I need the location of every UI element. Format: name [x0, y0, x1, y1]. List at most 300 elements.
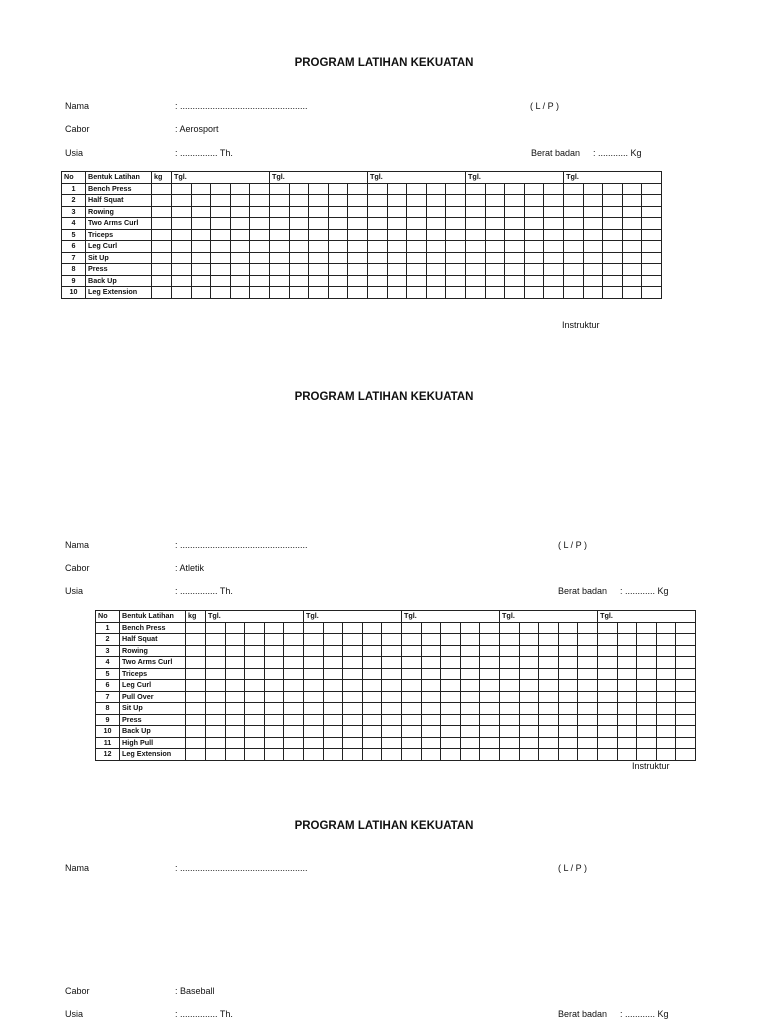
entry-cell[interactable] [642, 229, 662, 241]
kg-cell[interactable] [186, 680, 206, 692]
entry-cell[interactable] [387, 218, 407, 230]
entry-cell[interactable] [480, 749, 500, 761]
form3-nama-value[interactable]: : ................................................... [175, 863, 308, 873]
entry-cell[interactable] [309, 264, 329, 276]
entry-cell[interactable] [637, 703, 657, 715]
entry-cell[interactable] [211, 287, 231, 299]
entry-cell[interactable] [304, 691, 324, 703]
entry-cell[interactable] [637, 749, 657, 761]
entry-cell[interactable] [505, 275, 525, 287]
entry-cell[interactable] [191, 229, 211, 241]
entry-cell[interactable] [558, 645, 578, 657]
entry-cell[interactable] [284, 680, 304, 692]
entry-cell[interactable] [225, 622, 245, 634]
entry-cell[interactable] [362, 668, 382, 680]
entry-cell[interactable] [441, 737, 461, 749]
entry-cell[interactable] [460, 634, 480, 646]
entry-cell[interactable] [524, 195, 544, 207]
entry-cell[interactable] [245, 634, 265, 646]
entry-cell[interactable] [245, 622, 265, 634]
entry-cell[interactable] [603, 195, 623, 207]
entry-cell[interactable] [362, 680, 382, 692]
entry-cell[interactable] [250, 229, 270, 241]
entry-cell[interactable] [460, 691, 480, 703]
entry-cell[interactable] [505, 264, 525, 276]
entry-cell[interactable] [328, 241, 348, 253]
entry-cell[interactable] [382, 645, 402, 657]
entry-cell[interactable] [309, 195, 329, 207]
entry-cell[interactable] [328, 275, 348, 287]
entry-cell[interactable] [426, 229, 446, 241]
entry-cell[interactable] [598, 714, 618, 726]
entry-cell[interactable] [284, 622, 304, 634]
entry-cell[interactable] [426, 206, 446, 218]
entry-cell[interactable] [289, 287, 309, 299]
entry-cell[interactable] [250, 287, 270, 299]
entry-cell[interactable] [642, 195, 662, 207]
entry-cell[interactable] [225, 749, 245, 761]
entry-cell[interactable] [245, 680, 265, 692]
entry-cell[interactable] [564, 229, 584, 241]
kg-cell[interactable] [152, 206, 172, 218]
entry-cell[interactable] [642, 183, 662, 195]
entry-cell[interactable] [500, 680, 520, 692]
form1-gender[interactable]: ( L / P ) [530, 101, 560, 111]
entry-cell[interactable] [245, 691, 265, 703]
entry-cell[interactable] [245, 737, 265, 749]
entry-cell[interactable] [323, 622, 343, 634]
entry-cell[interactable] [539, 645, 559, 657]
entry-cell[interactable] [387, 264, 407, 276]
entry-cell[interactable] [264, 714, 284, 726]
entry-cell[interactable] [230, 218, 250, 230]
entry-cell[interactable] [304, 634, 324, 646]
kg-cell[interactable] [186, 622, 206, 634]
entry-cell[interactable] [485, 206, 505, 218]
entry-cell[interactable] [519, 645, 539, 657]
entry-cell[interactable] [362, 726, 382, 738]
entry-cell[interactable] [622, 287, 642, 299]
entry-cell[interactable] [343, 622, 363, 634]
entry-cell[interactable] [564, 287, 584, 299]
entry-cell[interactable] [441, 749, 461, 761]
entry-cell[interactable] [289, 229, 309, 241]
entry-cell[interactable] [485, 218, 505, 230]
entry-cell[interactable] [368, 183, 388, 195]
entry-cell[interactable] [284, 634, 304, 646]
entry-cell[interactable] [656, 691, 676, 703]
entry-cell[interactable] [402, 622, 422, 634]
entry-cell[interactable] [264, 737, 284, 749]
entry-cell[interactable] [578, 749, 598, 761]
entry-cell[interactable] [284, 737, 304, 749]
entry-cell[interactable] [387, 229, 407, 241]
entry-cell[interactable] [519, 726, 539, 738]
entry-cell[interactable] [323, 680, 343, 692]
entry-cell[interactable] [519, 703, 539, 715]
entry-cell[interactable] [500, 691, 520, 703]
entry-cell[interactable] [480, 680, 500, 692]
entry-cell[interactable] [603, 218, 623, 230]
entry-cell[interactable] [637, 668, 657, 680]
entry-cell[interactable] [270, 287, 290, 299]
entry-cell[interactable] [284, 749, 304, 761]
entry-cell[interactable] [441, 622, 461, 634]
entry-cell[interactable] [622, 195, 642, 207]
entry-cell[interactable] [656, 726, 676, 738]
form1-nama-value[interactable]: : ................................................... [175, 101, 308, 111]
entry-cell[interactable] [505, 195, 525, 207]
entry-cell[interactable] [578, 726, 598, 738]
entry-cell[interactable] [578, 657, 598, 669]
entry-cell[interactable] [539, 714, 559, 726]
entry-cell[interactable] [598, 737, 618, 749]
entry-cell[interactable] [328, 252, 348, 264]
entry-cell[interactable] [206, 668, 226, 680]
entry-cell[interactable] [270, 206, 290, 218]
entry-cell[interactable] [480, 622, 500, 634]
entry-cell[interactable] [466, 241, 486, 253]
entry-cell[interactable] [309, 218, 329, 230]
entry-cell[interactable] [558, 691, 578, 703]
entry-cell[interactable] [343, 680, 363, 692]
entry-cell[interactable] [343, 645, 363, 657]
kg-cell[interactable] [152, 183, 172, 195]
entry-cell[interactable] [368, 206, 388, 218]
entry-cell[interactable] [368, 275, 388, 287]
entry-cell[interactable] [676, 714, 696, 726]
entry-cell[interactable] [245, 749, 265, 761]
entry-cell[interactable] [362, 749, 382, 761]
entry-cell[interactable] [172, 229, 192, 241]
entry-cell[interactable] [402, 749, 422, 761]
entry-cell[interactable] [264, 691, 284, 703]
entry-cell[interactable] [362, 634, 382, 646]
entry-cell[interactable] [480, 668, 500, 680]
entry-cell[interactable] [421, 737, 441, 749]
entry-cell[interactable] [446, 183, 466, 195]
entry-cell[interactable] [250, 264, 270, 276]
entry-cell[interactable] [382, 749, 402, 761]
entry-cell[interactable] [304, 703, 324, 715]
entry-cell[interactable] [270, 264, 290, 276]
kg-cell[interactable] [152, 287, 172, 299]
entry-cell[interactable] [519, 657, 539, 669]
entry-cell[interactable] [245, 714, 265, 726]
entry-cell[interactable] [656, 634, 676, 646]
entry-cell[interactable] [387, 206, 407, 218]
entry-cell[interactable] [617, 622, 637, 634]
entry-cell[interactable] [289, 195, 309, 207]
entry-cell[interactable] [407, 218, 427, 230]
entry-cell[interactable] [564, 183, 584, 195]
entry-cell[interactable] [172, 275, 192, 287]
entry-cell[interactable] [480, 634, 500, 646]
entry-cell[interactable] [466, 275, 486, 287]
entry-cell[interactable] [304, 680, 324, 692]
form2-nama-value[interactable]: : ................................................... [175, 540, 308, 550]
entry-cell[interactable] [603, 252, 623, 264]
entry-cell[interactable] [603, 287, 623, 299]
entry-cell[interactable] [578, 737, 598, 749]
entry-cell[interactable] [642, 252, 662, 264]
entry-cell[interactable] [564, 206, 584, 218]
entry-cell[interactable] [426, 241, 446, 253]
entry-cell[interactable] [485, 252, 505, 264]
entry-cell[interactable] [225, 657, 245, 669]
entry-cell[interactable] [637, 657, 657, 669]
entry-cell[interactable] [211, 183, 231, 195]
entry-cell[interactable] [637, 726, 657, 738]
entry-cell[interactable] [270, 218, 290, 230]
entry-cell[interactable] [323, 749, 343, 761]
entry-cell[interactable] [446, 229, 466, 241]
entry-cell[interactable] [211, 264, 231, 276]
entry-cell[interactable] [304, 714, 324, 726]
entry-cell[interactable] [382, 622, 402, 634]
entry-cell[interactable] [485, 229, 505, 241]
entry-cell[interactable] [617, 749, 637, 761]
form3-usia-value[interactable]: : ............... Th. [175, 1009, 233, 1019]
entry-cell[interactable] [323, 714, 343, 726]
entry-cell[interactable] [622, 229, 642, 241]
entry-cell[interactable] [578, 622, 598, 634]
entry-cell[interactable] [466, 252, 486, 264]
entry-cell[interactable] [622, 275, 642, 287]
entry-cell[interactable] [407, 252, 427, 264]
entry-cell[interactable] [598, 691, 618, 703]
entry-cell[interactable] [446, 287, 466, 299]
entry-cell[interactable] [343, 657, 363, 669]
entry-cell[interactable] [583, 195, 603, 207]
entry-cell[interactable] [348, 183, 368, 195]
entry-cell[interactable] [206, 703, 226, 715]
entry-cell[interactable] [284, 668, 304, 680]
entry-cell[interactable] [622, 183, 642, 195]
entry-cell[interactable] [382, 668, 402, 680]
entry-cell[interactable] [656, 714, 676, 726]
entry-cell[interactable] [598, 680, 618, 692]
entry-cell[interactable] [578, 691, 598, 703]
entry-cell[interactable] [402, 726, 422, 738]
entry-cell[interactable] [172, 183, 192, 195]
entry-cell[interactable] [676, 657, 696, 669]
entry-cell[interactable] [191, 275, 211, 287]
entry-cell[interactable] [225, 668, 245, 680]
entry-cell[interactable] [603, 183, 623, 195]
entry-cell[interactable] [617, 680, 637, 692]
entry-cell[interactable] [466, 287, 486, 299]
entry-cell[interactable] [558, 657, 578, 669]
entry-cell[interactable] [172, 264, 192, 276]
entry-cell[interactable] [362, 622, 382, 634]
entry-cell[interactable] [304, 657, 324, 669]
entry-cell[interactable] [309, 183, 329, 195]
kg-cell[interactable] [186, 703, 206, 715]
entry-cell[interactable] [304, 668, 324, 680]
entry-cell[interactable] [368, 218, 388, 230]
entry-cell[interactable] [348, 241, 368, 253]
entry-cell[interactable] [642, 218, 662, 230]
entry-cell[interactable] [676, 634, 696, 646]
entry-cell[interactable] [480, 737, 500, 749]
entry-cell[interactable] [323, 726, 343, 738]
entry-cell[interactable] [382, 657, 402, 669]
entry-cell[interactable] [426, 287, 446, 299]
entry-cell[interactable] [250, 206, 270, 218]
entry-cell[interactable] [485, 264, 505, 276]
entry-cell[interactable] [382, 634, 402, 646]
entry-cell[interactable] [245, 657, 265, 669]
entry-cell[interactable] [460, 645, 480, 657]
entry-cell[interactable] [368, 264, 388, 276]
entry-cell[interactable] [368, 287, 388, 299]
entry-cell[interactable] [460, 749, 480, 761]
entry-cell[interactable] [622, 241, 642, 253]
entry-cell[interactable] [578, 668, 598, 680]
entry-cell[interactable] [485, 183, 505, 195]
kg-cell[interactable] [186, 714, 206, 726]
entry-cell[interactable] [637, 645, 657, 657]
entry-cell[interactable] [480, 703, 500, 715]
entry-cell[interactable] [676, 749, 696, 761]
entry-cell[interactable] [421, 645, 441, 657]
entry-cell[interactable] [421, 668, 441, 680]
entry-cell[interactable] [245, 703, 265, 715]
entry-cell[interactable] [460, 680, 480, 692]
entry-cell[interactable] [191, 252, 211, 264]
entry-cell[interactable] [407, 275, 427, 287]
entry-cell[interactable] [323, 691, 343, 703]
entry-cell[interactable] [558, 749, 578, 761]
form2-usia-value[interactable]: : ............... Th. [175, 586, 233, 596]
entry-cell[interactable] [289, 275, 309, 287]
kg-cell[interactable] [186, 645, 206, 657]
entry-cell[interactable] [421, 714, 441, 726]
entry-cell[interactable] [578, 703, 598, 715]
entry-cell[interactable] [676, 680, 696, 692]
entry-cell[interactable] [564, 218, 584, 230]
entry-cell[interactable] [500, 622, 520, 634]
entry-cell[interactable] [211, 195, 231, 207]
entry-cell[interactable] [172, 252, 192, 264]
entry-cell[interactable] [343, 714, 363, 726]
entry-cell[interactable] [206, 634, 226, 646]
entry-cell[interactable] [289, 241, 309, 253]
entry-cell[interactable] [225, 634, 245, 646]
entry-cell[interactable] [500, 726, 520, 738]
entry-cell[interactable] [402, 668, 422, 680]
entry-cell[interactable] [362, 691, 382, 703]
entry-cell[interactable] [583, 275, 603, 287]
entry-cell[interactable] [583, 229, 603, 241]
entry-cell[interactable] [519, 749, 539, 761]
entry-cell[interactable] [402, 737, 422, 749]
entry-cell[interactable] [304, 622, 324, 634]
entry-cell[interactable] [441, 634, 461, 646]
entry-cell[interactable] [637, 680, 657, 692]
entry-cell[interactable] [676, 737, 696, 749]
entry-cell[interactable] [382, 714, 402, 726]
entry-cell[interactable] [505, 241, 525, 253]
entry-cell[interactable] [617, 691, 637, 703]
entry-cell[interactable] [328, 287, 348, 299]
kg-cell[interactable] [186, 657, 206, 669]
entry-cell[interactable] [382, 726, 402, 738]
entry-cell[interactable] [362, 645, 382, 657]
entry-cell[interactable] [289, 264, 309, 276]
entry-cell[interactable] [519, 714, 539, 726]
kg-cell[interactable] [186, 634, 206, 646]
entry-cell[interactable] [230, 206, 250, 218]
entry-cell[interactable] [343, 634, 363, 646]
entry-cell[interactable] [368, 252, 388, 264]
kg-cell[interactable] [186, 691, 206, 703]
entry-cell[interactable] [583, 183, 603, 195]
entry-cell[interactable] [460, 703, 480, 715]
entry-cell[interactable] [603, 275, 623, 287]
entry-cell[interactable] [466, 264, 486, 276]
entry-cell[interactable] [421, 703, 441, 715]
form1-usia-value[interactable]: : ............... Th. [175, 148, 233, 158]
entry-cell[interactable] [460, 714, 480, 726]
entry-cell[interactable] [500, 737, 520, 749]
entry-cell[interactable] [485, 275, 505, 287]
entry-cell[interactable] [656, 749, 676, 761]
entry-cell[interactable] [539, 737, 559, 749]
entry-cell[interactable] [264, 726, 284, 738]
entry-cell[interactable] [617, 668, 637, 680]
entry-cell[interactable] [421, 634, 441, 646]
entry-cell[interactable] [480, 645, 500, 657]
entry-cell[interactable] [172, 206, 192, 218]
entry-cell[interactable] [362, 714, 382, 726]
entry-cell[interactable] [598, 703, 618, 715]
entry-cell[interactable] [250, 195, 270, 207]
entry-cell[interactable] [524, 275, 544, 287]
entry-cell[interactable] [622, 264, 642, 276]
entry-cell[interactable] [558, 726, 578, 738]
entry-cell[interactable] [558, 634, 578, 646]
entry-cell[interactable] [225, 645, 245, 657]
entry-cell[interactable] [284, 691, 304, 703]
entry-cell[interactable] [264, 703, 284, 715]
entry-cell[interactable] [304, 749, 324, 761]
entry-cell[interactable] [564, 264, 584, 276]
entry-cell[interactable] [441, 726, 461, 738]
entry-cell[interactable] [206, 645, 226, 657]
entry-cell[interactable] [264, 645, 284, 657]
entry-cell[interactable] [407, 264, 427, 276]
entry-cell[interactable] [583, 287, 603, 299]
entry-cell[interactable] [328, 229, 348, 241]
entry-cell[interactable] [264, 622, 284, 634]
entry-cell[interactable] [598, 634, 618, 646]
entry-cell[interactable] [500, 668, 520, 680]
entry-cell[interactable] [500, 657, 520, 669]
form3-gender[interactable]: ( L / P ) [558, 863, 588, 873]
entry-cell[interactable] [637, 714, 657, 726]
entry-cell[interactable] [230, 275, 250, 287]
entry-cell[interactable] [421, 726, 441, 738]
kg-cell[interactable] [152, 275, 172, 287]
entry-cell[interactable] [250, 183, 270, 195]
entry-cell[interactable] [211, 252, 231, 264]
entry-cell[interactable] [343, 749, 363, 761]
entry-cell[interactable] [519, 737, 539, 749]
entry-cell[interactable] [191, 287, 211, 299]
kg-cell[interactable] [152, 252, 172, 264]
